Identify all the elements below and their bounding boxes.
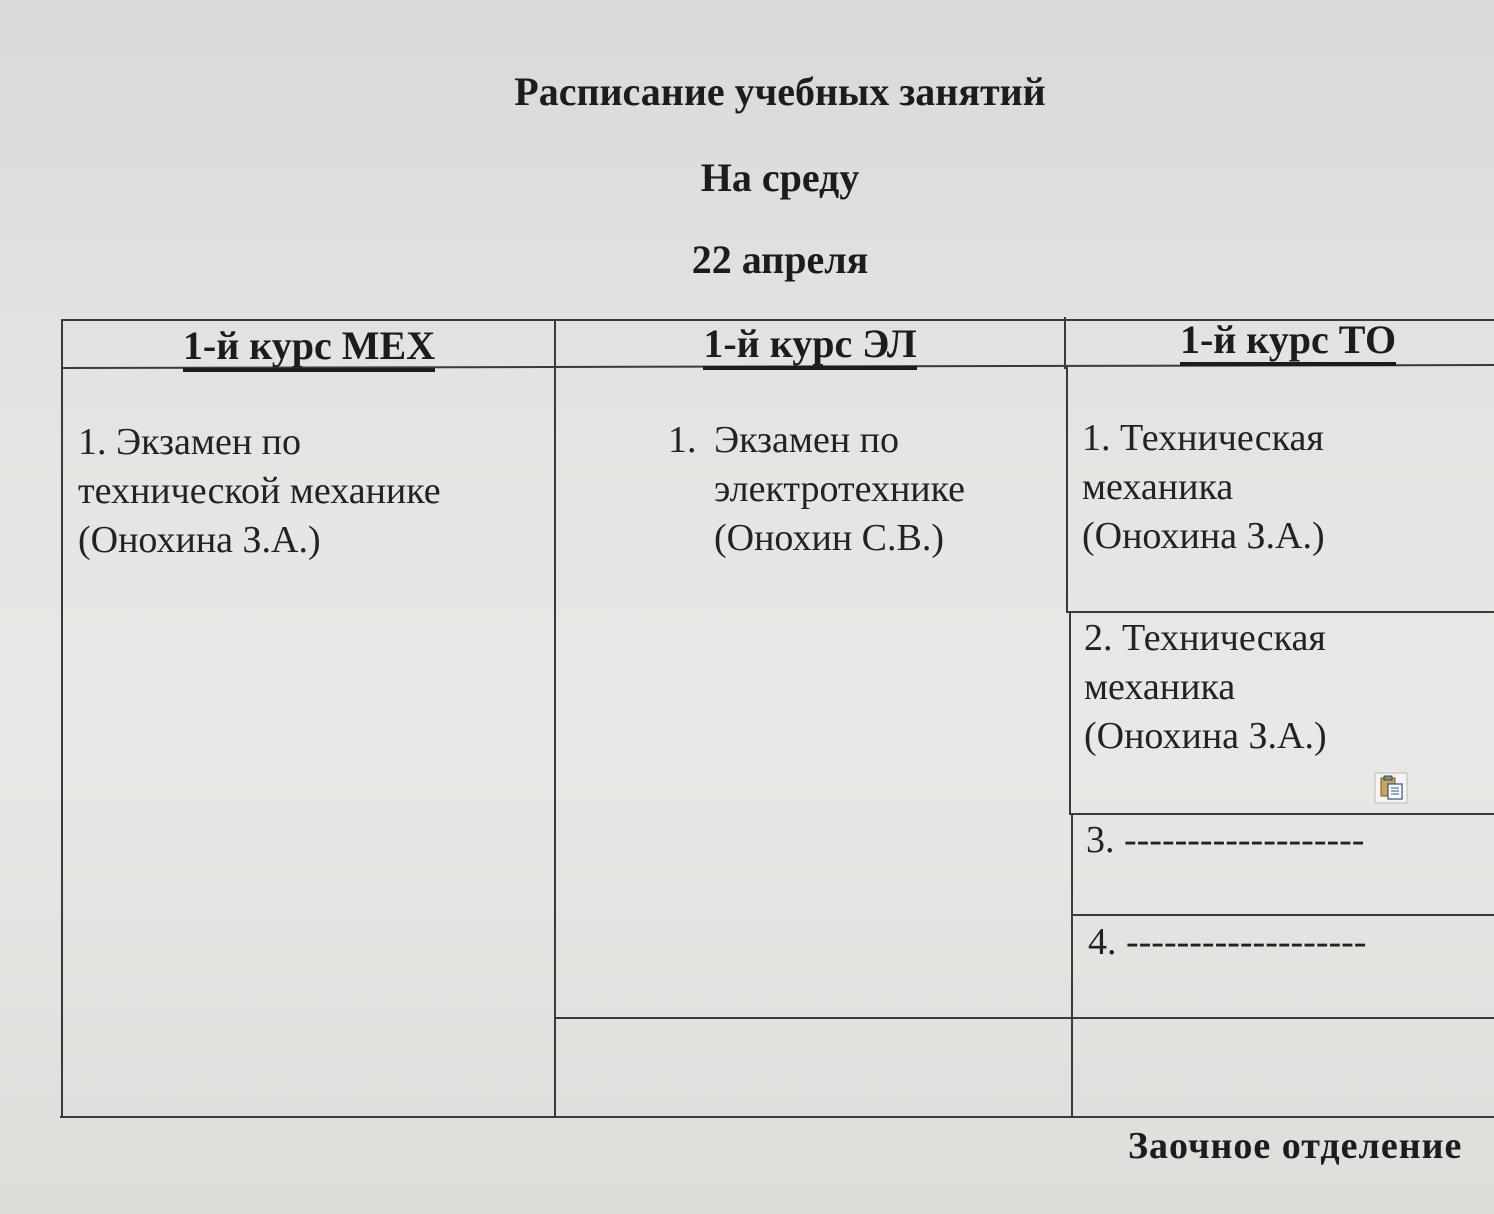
lesson-line: Экзамен по	[116, 421, 302, 463]
lesson-to-4	[1088, 918, 1366, 967]
row-separator-to-2	[1070, 813, 1494, 815]
lesson-placeholder: -------------------	[1126, 921, 1367, 963]
lesson-line: (Онохина З.А.)	[1082, 515, 1325, 557]
heading-to: 1-й курс ТО	[1066, 316, 1494, 363]
row-separator-to-3	[1072, 914, 1494, 916]
schedule-date: 22 апреля	[691, 237, 869, 282]
department-footer: Заочное отделение	[1128, 1125, 1463, 1167]
lesson-number: 4.	[1088, 921, 1117, 963]
lesson-line: (Онохин С.В.)	[714, 517, 945, 559]
heading-el: 1-й курс ЭЛ	[556, 320, 1064, 367]
lesson-el-1-number: 1.	[668, 419, 697, 461]
lesson-to-1	[1082, 414, 1325, 561]
column-divider-2-body-b	[1069, 611, 1071, 815]
lesson-number: 3.	[1086, 819, 1115, 861]
lesson-line: Техническая	[1122, 617, 1326, 659]
lesson-line: электротехнике	[714, 468, 966, 510]
paste-options-icon[interactable]	[1374, 772, 1408, 804]
column-divider-2-body	[1066, 367, 1068, 613]
column-divider-2-body-c	[1071, 813, 1073, 1118]
lesson-line: Техническая	[1120, 417, 1324, 459]
lesson-el-1	[714, 416, 965, 563]
lesson-line: технической механике	[78, 470, 441, 512]
row-separator-bottom	[554, 1017, 1494, 1019]
table-border-left	[61, 319, 63, 1118]
lesson-number: 2.	[1084, 617, 1113, 659]
lesson-line: механика	[1084, 666, 1236, 708]
lesson-number: 1.	[78, 421, 107, 463]
lesson-line: Экзамен по	[714, 419, 900, 461]
table-border-bottom	[60, 1116, 1494, 1118]
schedule-day: На среду	[700, 155, 860, 200]
row-separator-to-1	[1068, 611, 1494, 613]
lesson-to-3	[1086, 816, 1364, 865]
column-divider-1	[554, 319, 556, 1118]
lesson-line: (Онохина З.А.)	[1084, 715, 1327, 757]
lesson-line: (Онохина З.А.)	[78, 519, 321, 561]
document-title: Расписание учебных занятий	[514, 69, 1046, 114]
lesson-number: 1.	[1082, 417, 1111, 459]
lesson-mex-1	[78, 418, 441, 565]
heading-mex: 1-й курс МЕХ	[62, 322, 556, 369]
lesson-placeholder: -------------------	[1124, 819, 1365, 861]
lesson-to-2	[1084, 614, 1327, 761]
lesson-line: механика	[1082, 466, 1234, 508]
